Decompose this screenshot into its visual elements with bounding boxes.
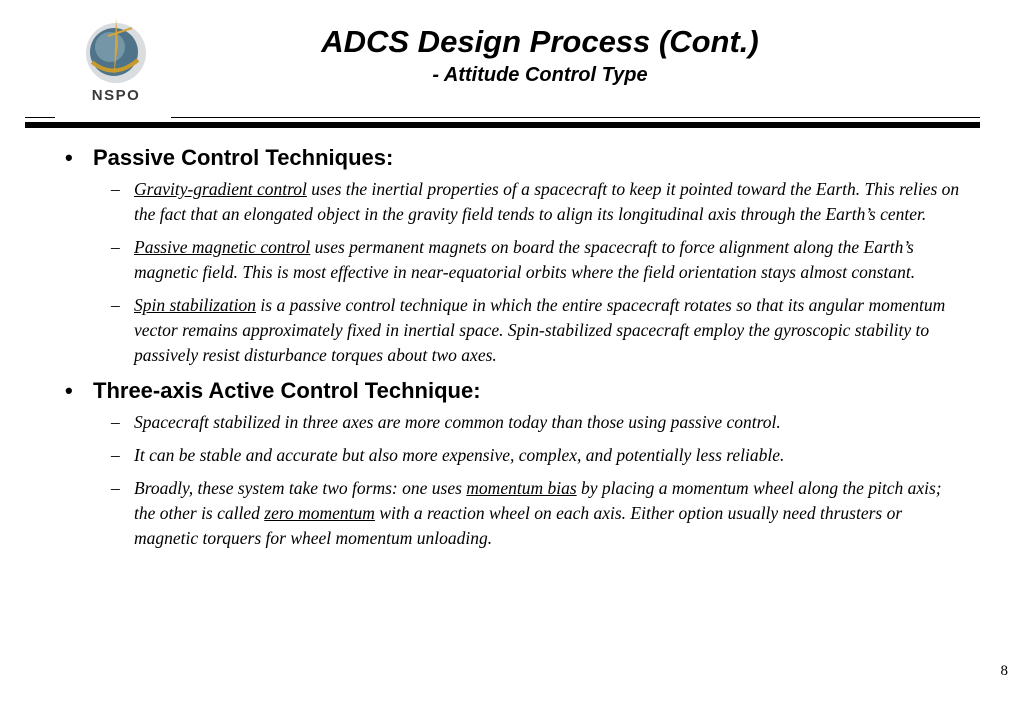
item-text: It can be stable and accurate but also more expensive, complex, and potentially less reliable. (134, 445, 785, 465)
bullet-three-axis-control (63, 376, 963, 406)
item-text: by placing a momentum wheel along the pitch axis; the other is called (134, 478, 942, 523)
bullet-passive-control (63, 143, 963, 173)
dash-icon: – (111, 295, 120, 315)
term-gravity-gradient: Gravity-gradient control (134, 179, 307, 199)
term-momentum-bias: momentum bias (466, 478, 577, 498)
sub-bullet-passive-magnetic (63, 235, 963, 285)
bullet-icon: • (65, 378, 73, 403)
item-text: Broadly, these system take two forms: one uses (134, 478, 467, 498)
sub-bullet-three-axes-common (63, 410, 963, 435)
sub-bullet-stable-accurate (63, 443, 963, 468)
bullet-icon: • (65, 145, 73, 170)
nspo-logo (78, 14, 154, 114)
logo-text: NSPO (91, 87, 141, 104)
header-divider-gap (55, 116, 171, 119)
item-text: Spacecraft stabilized in three axes are more common today than those using passive control. (134, 412, 781, 432)
term-spin-stabilization: Spin stabilization (134, 295, 257, 315)
header-divider-thick (25, 122, 980, 128)
sub-bullet-gravity-gradient (63, 177, 963, 227)
term-zero-momentum: zero momentum (264, 503, 375, 523)
dash-icon: – (111, 478, 120, 498)
slide-subtitle: - Attitude Control Type (432, 64, 648, 86)
dash-icon: – (111, 445, 120, 465)
section-heading: Three-axis Active Control Technique: (93, 378, 481, 403)
item-text: with a reaction wheel on each axis. Either option usually need thrusters or magnetic torquers for wheel momentum unloading. (134, 503, 903, 548)
dash-icon: – (111, 412, 120, 432)
slide-title: ADCS Design Process (Cont.) (321, 24, 759, 59)
dash-icon: – (111, 237, 120, 257)
item-text: is a passive control technique in which the entire spacecraft rotates so that its angular momentum vector remains approximately fixed in inertial space. Spin-stabilized spacecraft employ the gyroscopic stability to passively resist disturbance torques about two axes. (134, 295, 946, 365)
slide-body (63, 143, 963, 559)
item-text: uses permanent magnets on board the spacecraft to force alignment along the Earth’s magnetic field. This is most effective in near-equatorial orbits where the field orientation stays almost constant. (134, 237, 916, 282)
sub-bullet-spin-stabilization (63, 293, 963, 368)
dash-icon: – (111, 179, 120, 199)
section-heading: Passive Control Techniques: (93, 145, 394, 170)
page-number: 8 (1000, 663, 1008, 679)
term-passive-magnetic: Passive magnetic control (134, 237, 311, 257)
item-text: uses the inertial properties of a spacecraft to keep it pointed toward the Earth. This relies on the fact that an elongated object in the gravity field tends to align its longitudinal axis through the Earth’s center. (134, 179, 960, 224)
sub-bullet-two-forms (63, 476, 963, 551)
globe-emblem-icon (78, 14, 154, 86)
